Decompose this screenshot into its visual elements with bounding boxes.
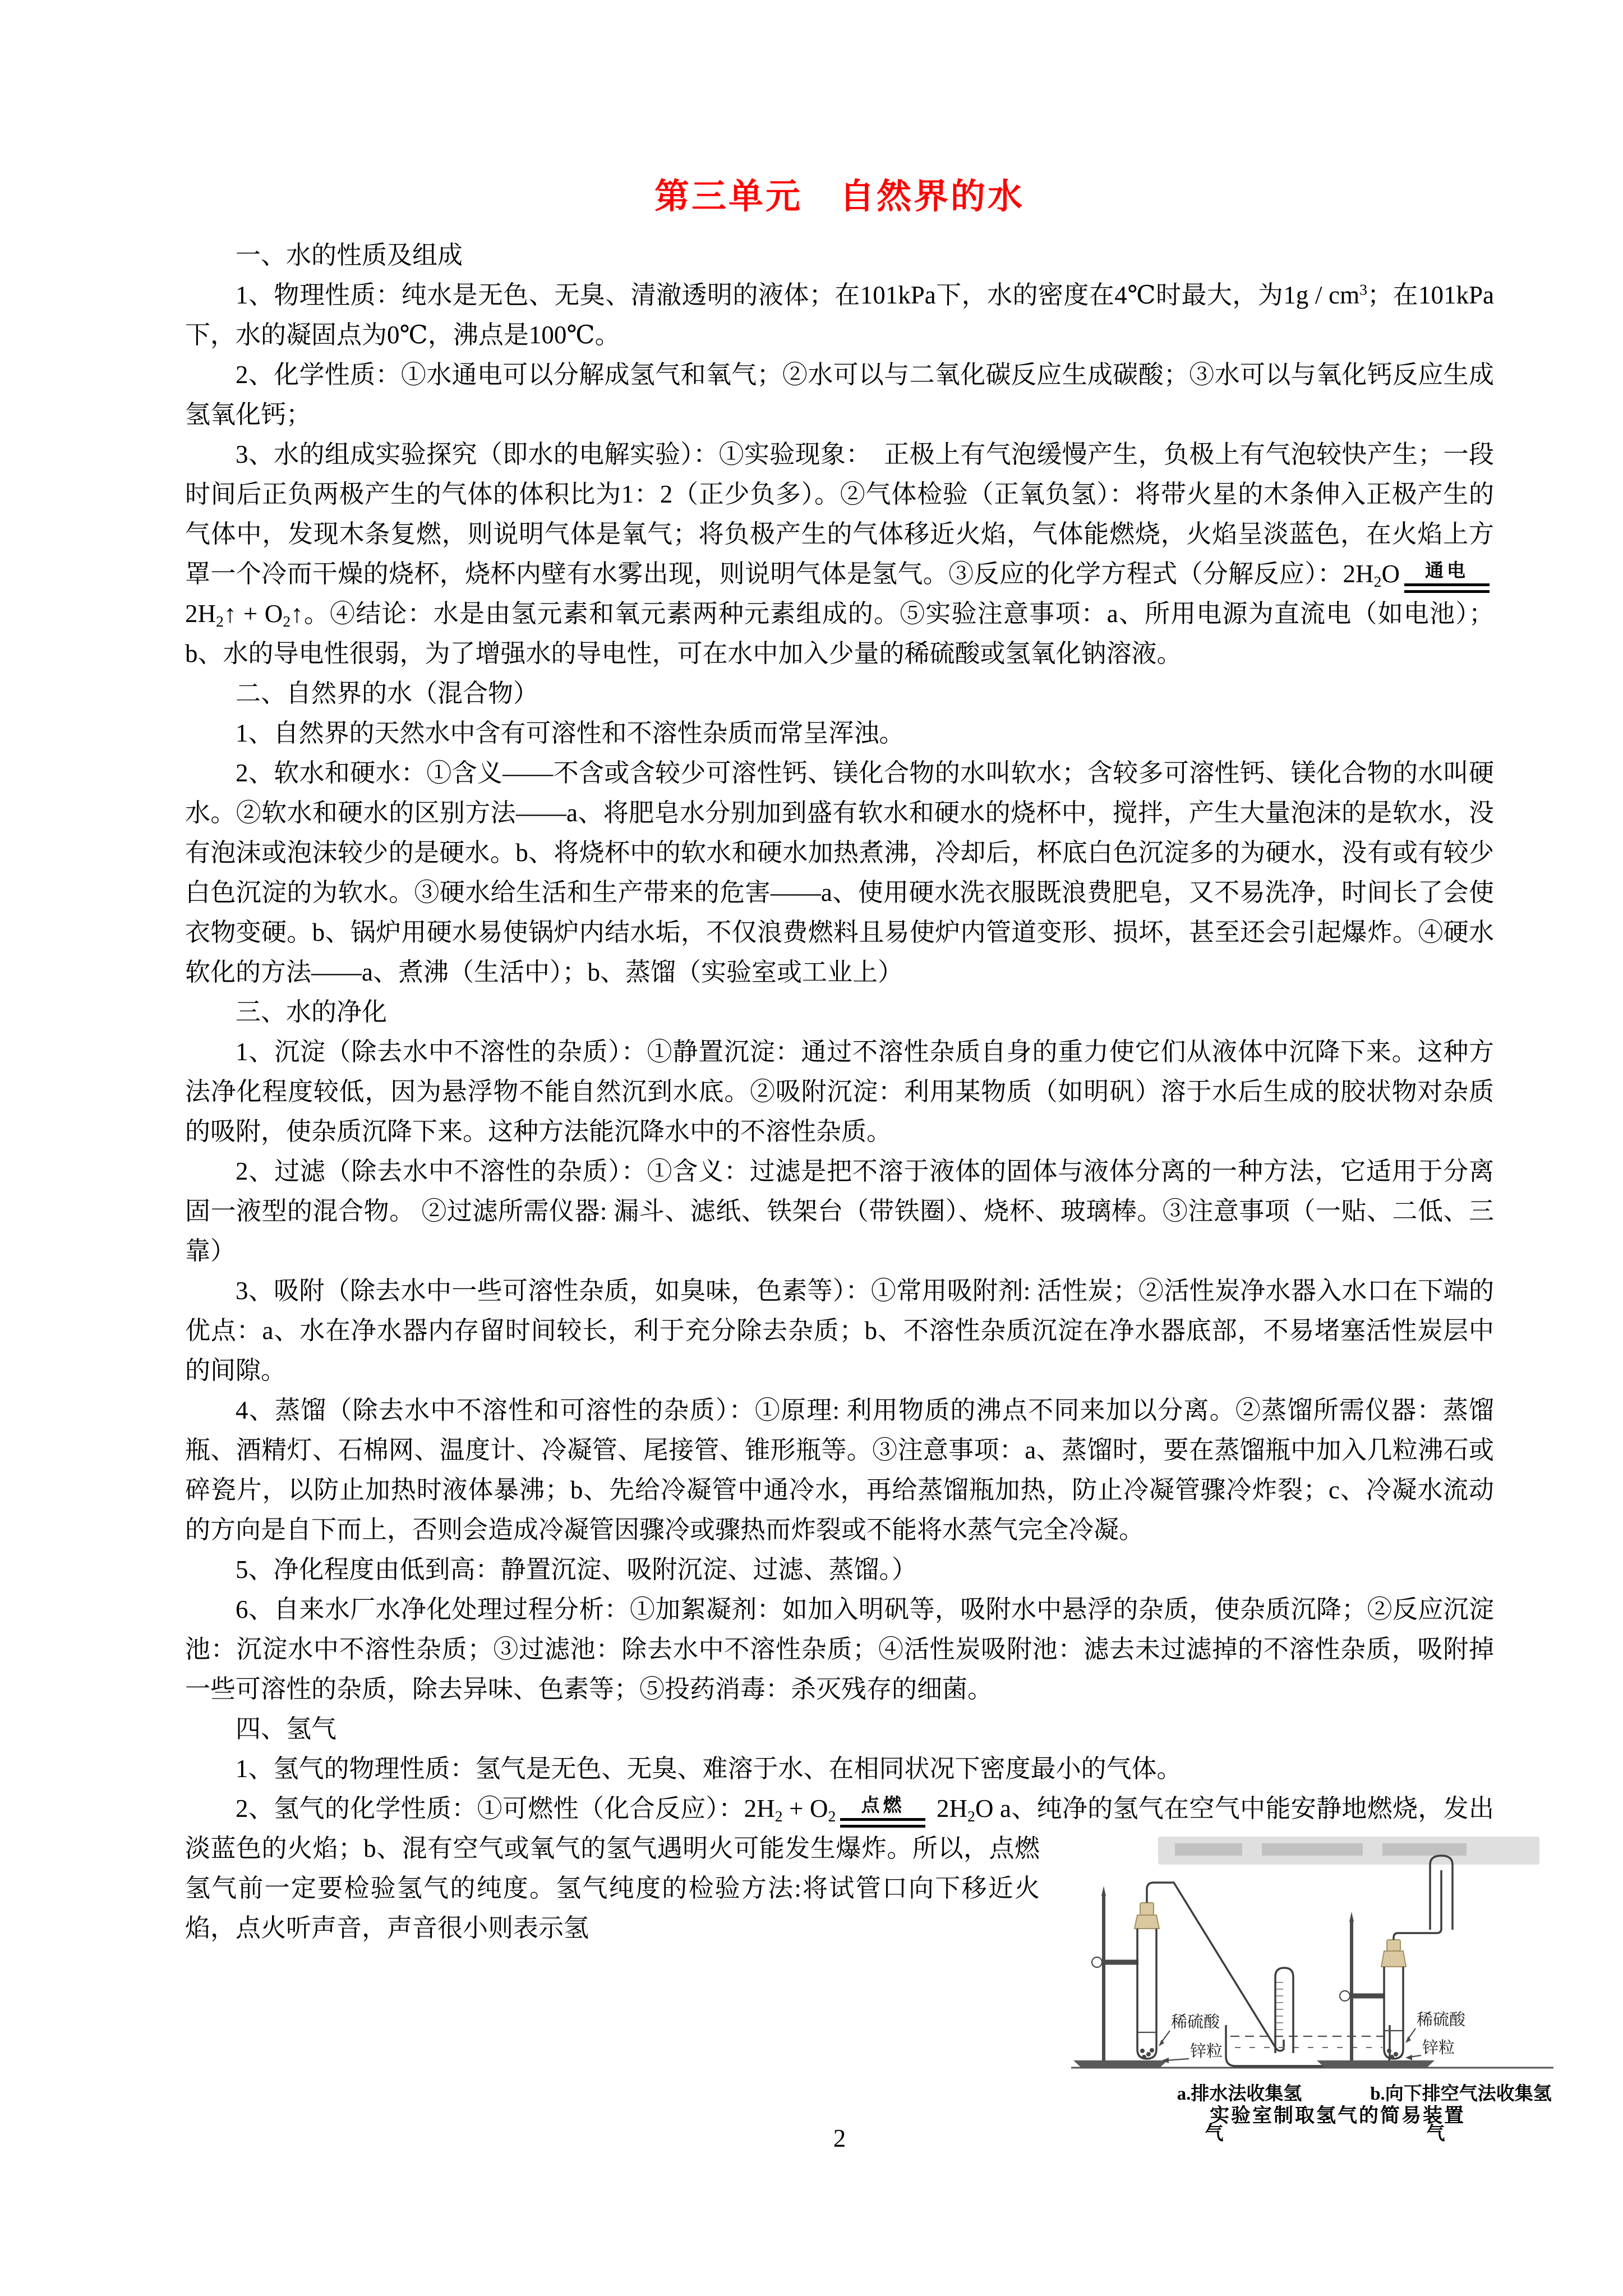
section-heading: 四、氢气 xyxy=(236,1715,337,1743)
paragraph: 1、氢气的物理性质：氢气是无色、无臭、难溶于水、在相同状况下密度最小的气体。 xyxy=(236,1755,1182,1783)
apparatus-a-water-displacement xyxy=(1073,1883,1390,2068)
zinc-label-b: 锌粒 xyxy=(1422,2039,1455,2057)
double-line xyxy=(840,1818,925,1828)
paragraph: 1、沉淀（除去水中不溶性的杂质）：①静置沉淀：通过不溶性杂质自身的重力使它们从液体中沉降下来。这种方法净化程度较低，因为悬浮物不能自然沉到水底。②吸附沉淀：利用某物质（如明矾）溶于水后生成的胶状物对杂质的吸附，使杂质沉降下来。这种方法能沉降水中的不溶性杂质。 xyxy=(185,1038,1494,1145)
caption-apparatus-b: b.向下排空气法收集氢气 xyxy=(1370,2084,1552,2144)
paragraph: 3、水的组成实验探究（即水的电解实验）：①实验现象： 正极上有气泡缓慢产生，负极上有气泡较快产生；一段时间后正负两极产生的气体的体积比为1：2（正少负多）。②气体检验（正氧负氢）：将带火星的木条伸入正极产生的气体中，发现木条复燃，则说明气体是氧气；将负极产生的气体移近火焰，气体能燃烧，火焰呈淡蓝色，在火焰上方罩一个冷而干燥的烧杯，烧杯内壁有水雾出现，则说明气体是氢气。③反应的化学方程式（分解反应）：$2H_2O$ 通电 $2H_2↑$ + $O_2↑$。④结论：水是由氢元素和氧元素两种元素组成的。⑤实验注意事项：a、所用电源为直流电（如电池）；b、水的导电性很弱，为了增强水的导电性，可在水中加入少量的稀硫酸或氢氧化钠溶液。 xyxy=(185,440,1494,668)
reaction-condition-text: 点燃 xyxy=(861,1795,905,1816)
chemical-subscript: 2 xyxy=(1373,573,1382,591)
section-heading: 三、水的净化 xyxy=(236,998,388,1026)
reaction-condition xyxy=(840,1795,925,1828)
page-number: 2 xyxy=(833,2124,846,2152)
superscript: 3 xyxy=(1359,281,1368,299)
paragraph: 2、过滤（除去水中不溶性的杂质）：①含义：过滤是把不溶于液体的固体与液体分离的一种方法，它适用于分离固一液型的混合物。 ②过滤所需仪器: 漏斗、滤纸、铁架台（带铁圈）、烧杯、玻璃棒。③注意事项（一贴、二低、三靠） xyxy=(185,1157,1494,1265)
paragraph: 6、自来水厂水净化处理过程分析：①加絮凝剂：如加入明矾等，吸附水中悬浮的杂质，使杂质沉降；②反应沉淀池：沉淀水中不溶性杂质；③过滤池：除去水中不溶性杂质；④活性炭吸附池：滤去未过滤掉的不溶性杂质，吸附掉一些可溶性的杂质，除去异味、色素等；⑤投药消毒：杀灭残存的细菌。 xyxy=(185,1595,1494,1703)
paragraph: 3、吸附（除去水中一些可溶性杂质，如臭味，色素等）：①常用吸附剂: 活性炭；②活性炭净水器入水口在下端的优点：a、水在净水器内存留时间较长，利于充分除去杂质；b、不溶性杂质沉淀在净水器底部，不易堵塞活性炭层中的间隙。 xyxy=(185,1277,1494,1384)
caption-apparatus-a: a.排水法收集氢气 xyxy=(1177,2084,1302,2144)
chemical-subscript: 2 xyxy=(828,1807,836,1825)
chemical-subscript: 2 xyxy=(967,1807,975,1825)
paragraph: 2、氢气的化学性质：①可燃性（化合反应）：$2H_2 + O_2$ 点燃 $2H_2O$ a、纯净的氢气在空气中能安 稀硫酸 锌粒 稀硫酸 锌粒 a.排水法收集氢气 b.向下排空气法收集氢气 实验室制取氢气的简易装置 静地燃烧，发出淡蓝色的火焰；b、混有空气或氧气的氢气遇明火可能发生爆炸。所以，点燃氢气前一定要检验氢气的纯度。氢气纯度的检验方法:将试管口向下移近火焰，点火听声音，声音很小则表示氢 xyxy=(185,1789,1494,1948)
zinc-label-a: 锌粒 xyxy=(1190,2042,1223,2060)
figure-main-caption: 实验室制取氢气的简易装置 xyxy=(1209,2105,1465,2127)
hydrogen-apparatus-figure xyxy=(1060,1833,1565,2144)
reaction-condition-text: 通电 xyxy=(1425,560,1469,581)
paragraph: 1、自然界的天然水中含有可溶性和不溶性杂质而常呈浑浊。 xyxy=(236,719,905,747)
paragraph: 4、蒸馏（除去水中不溶性和可溶性的杂质）：①原理: 利用物质的沸点不同来加以分离。②蒸馏所需仪器：蒸馏瓶、酒精灯、石棉网、温度计、冷凝管、尾接管、锥形瓶等。③注意事项：a、蒸馏时，要在蒸馏瓶中加入几粒沸石或碎瓷片，以防止加热时液体暴沸；b、先给冷凝管中通冷水，再给蒸馏瓶加热，防止冷凝管骤冷炸裂；c、冷凝水流动的方向是自下而上，否则会造成冷凝管因骤冷或骤热而炸裂或不能将水蒸气完全冷凝。 xyxy=(185,1396,1494,1544)
document-body xyxy=(185,175,1552,2144)
paragraph: 2、软水和硬水：①含义——不含或含较少可溶性钙、镁化合物的水叫软水；含较多可溶性钙、镁化合物的水叫硬水。②软水和硬水的区别方法——a、将肥皂水分别加到盛有软水和硬水的烧杯中，搅拌，产生大量泡沫的是软水，没有泡沫或泡沫较少的是硬水。b、将烧杯中的软水和硬水加热煮沸，冷却后，杯底白色沉淀多的为硬水，没有或有较少白色沉淀的为软水。③硬水给生活和生产带来的危害——a、使用硬水洗衣服既浪费肥皂，又不易洗净，时间长了会使衣物变硬。b、锅炉用硬水易使锅炉内结水垢，不仅浪费燃料且易使炉内管道变形、损坏，甚至还会引起爆炸。④硬水软化的方法——a、煮沸（生活中）；b、蒸馏（实验室或工业上） xyxy=(185,759,1494,986)
paragraph: 2、化学性质：①水通电可以分解成氢气和氧气；②水可以与二氧化碳反应生成碳酸；③水可以与氧化钙反应生成氢氧化钙； xyxy=(185,361,1494,429)
reaction-condition xyxy=(1404,560,1490,593)
apparatus-diagram xyxy=(1060,1833,1565,2074)
paragraph: 1、物理性质：纯水是无色、无臭、清澈透明的液体；在101kPa下，水的密度在4℃时最大，为$1g / cm^3$；在101kPa下，水的凝固点为0℃，沸点是100℃。 xyxy=(185,281,1494,349)
double-line xyxy=(1404,583,1490,593)
acid-label-b: 稀硫酸 xyxy=(1417,2011,1466,2029)
chemical-subscript: 2 xyxy=(283,613,291,631)
section-heading: 一、水的性质及组成 xyxy=(236,241,463,269)
scan-artifact-banner xyxy=(1158,1837,1539,1865)
paragraph: 5、净化程度由低到高：静置沉淀、吸附沉淀、过滤、蒸馏。） xyxy=(236,1556,917,1584)
acid-label-a: 稀硫酸 xyxy=(1171,2013,1220,2031)
page-title: 第三单元 自然界的水 xyxy=(654,178,1025,216)
chemical-subscript: 2 xyxy=(774,1807,783,1825)
chemical-subscript: 2 xyxy=(216,613,224,631)
section-heading: 二、自然界的水（混合物） xyxy=(236,679,539,707)
